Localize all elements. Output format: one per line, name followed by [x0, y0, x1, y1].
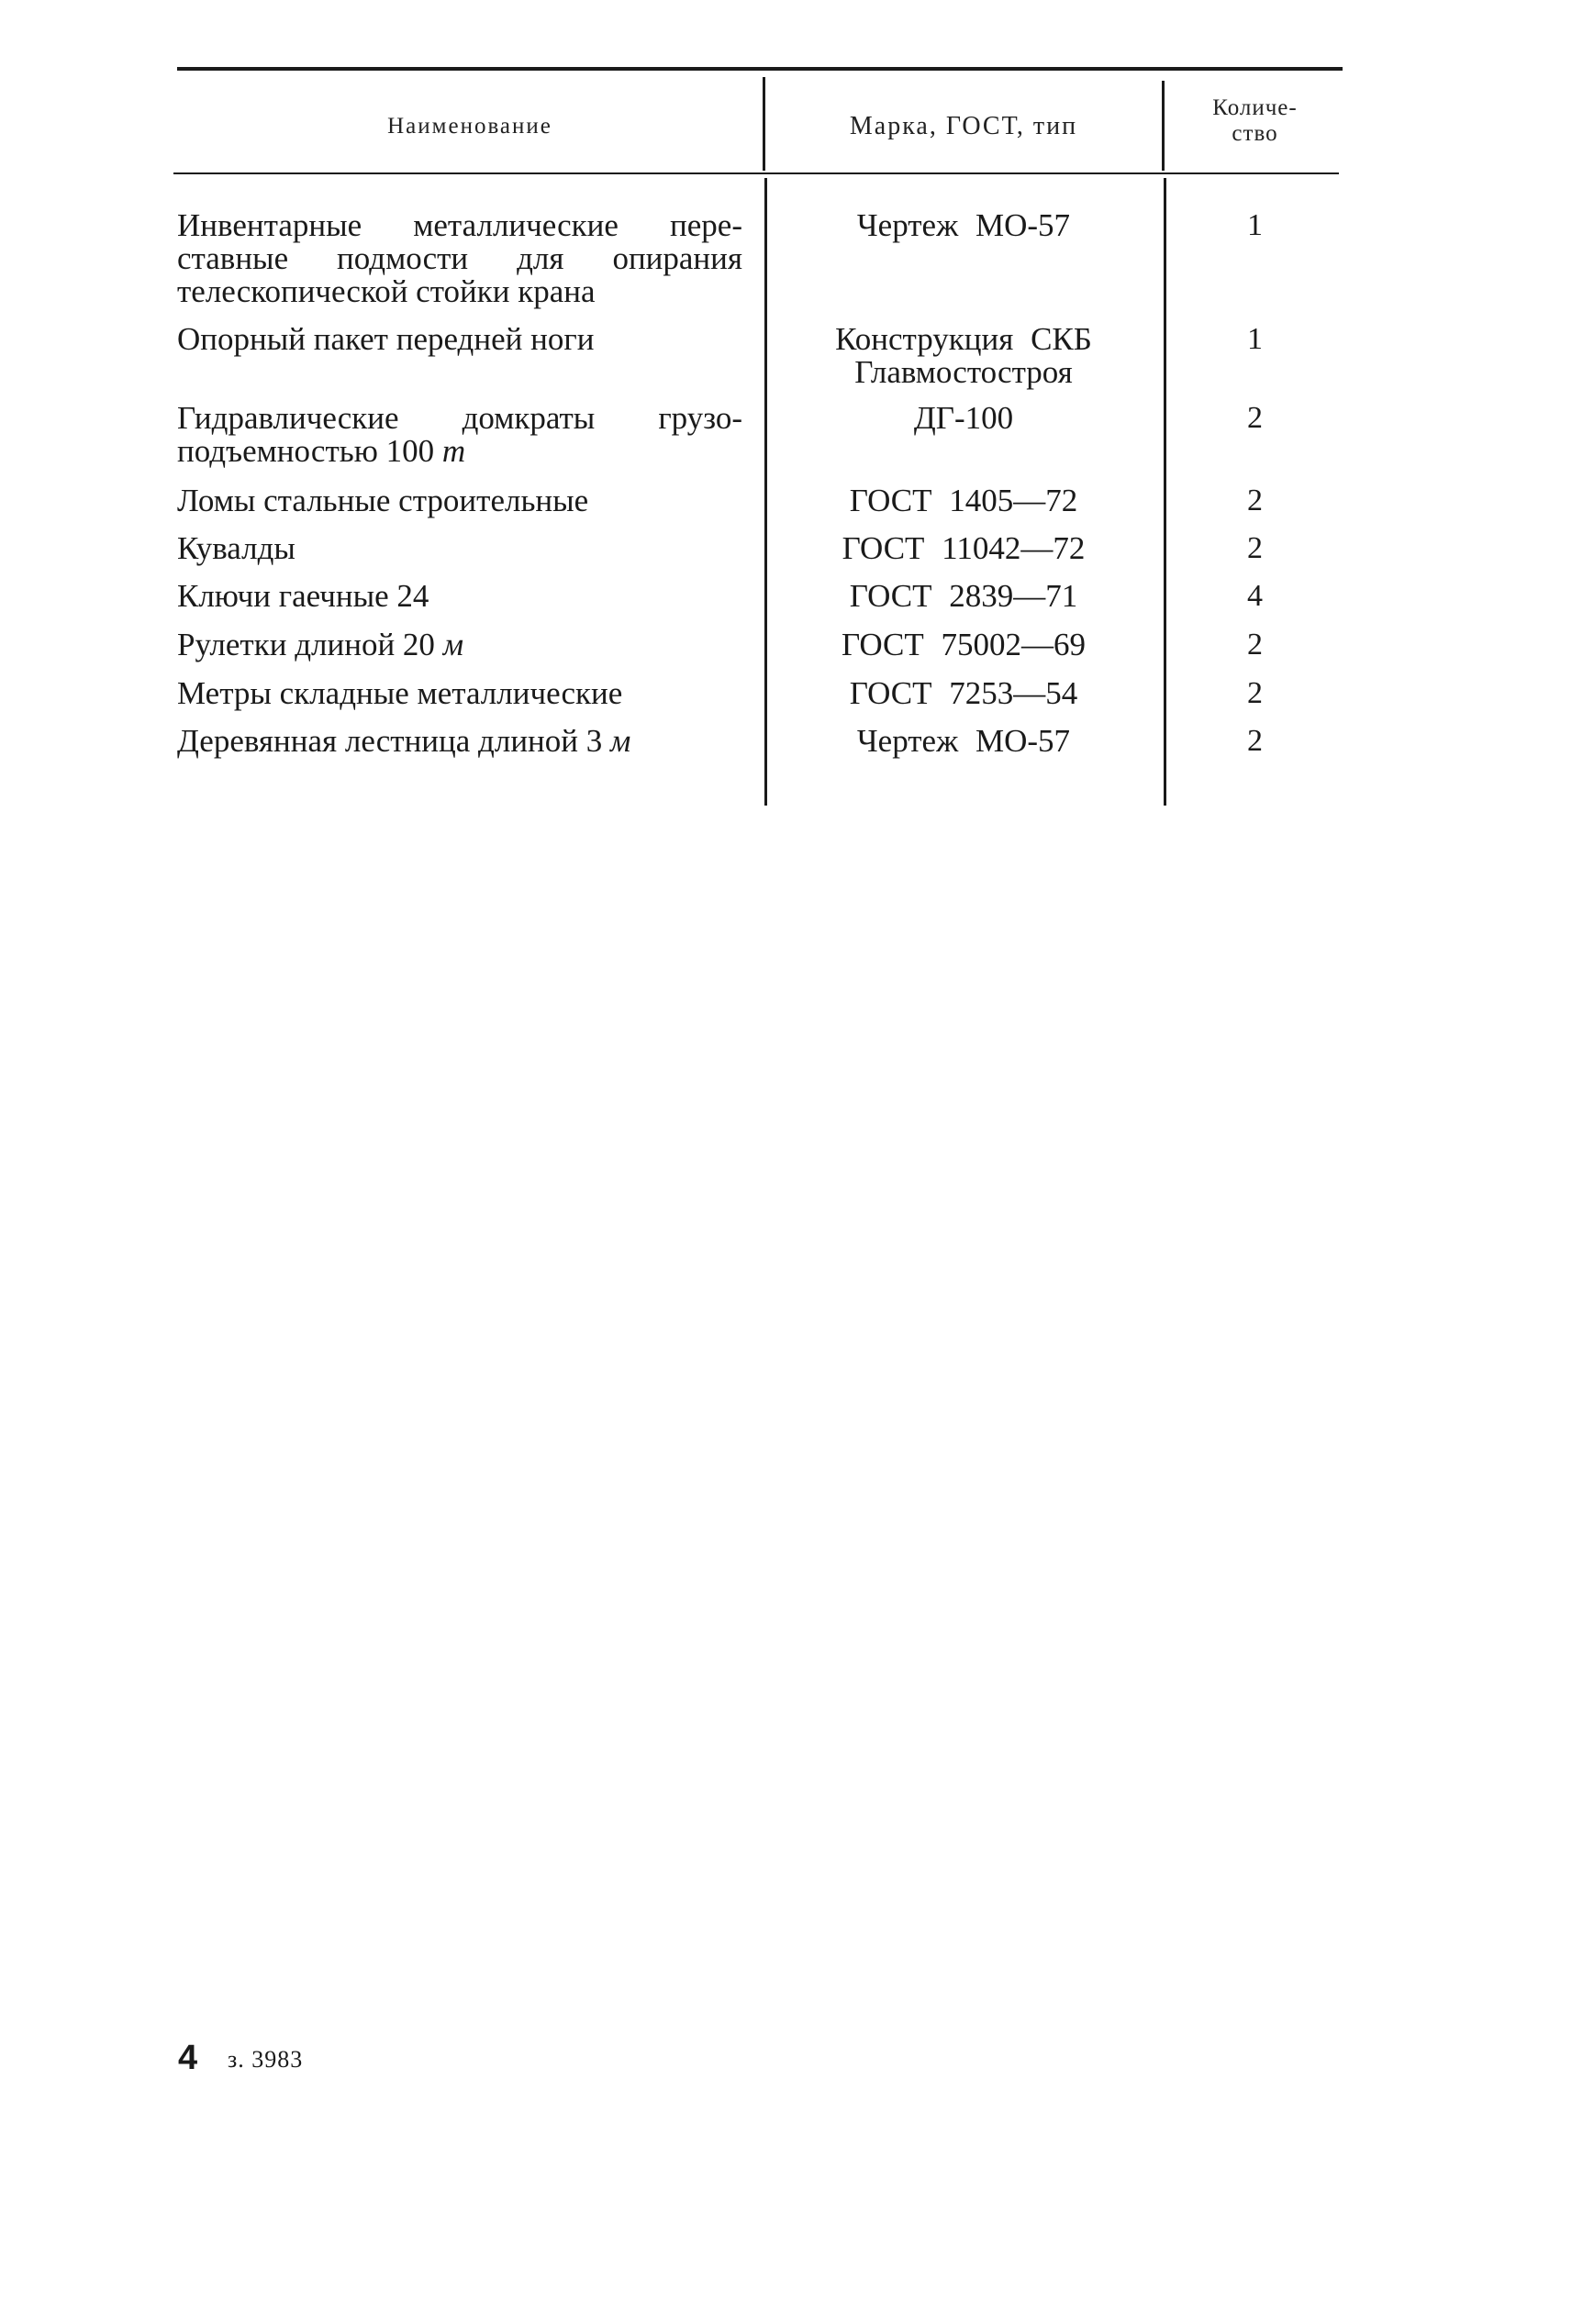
- item-mark-line: ГОСТ 2839—71: [849, 578, 1078, 614]
- page-number: 4: [178, 2039, 198, 2077]
- item-unit: м: [442, 627, 464, 662]
- header-quantity: [1165, 95, 1344, 147]
- item-mark-line: ГОСТ 1405—72: [849, 483, 1078, 518]
- item-name-line: Ключи гаечные 24: [177, 578, 429, 614]
- column-divider-mark-qty-header: [1162, 81, 1165, 171]
- item-name: [177, 532, 742, 565]
- item-name: [177, 484, 742, 517]
- item-mark-line: ДГ-100: [913, 400, 1014, 436]
- item-mark-line: Главмостостроя: [854, 354, 1073, 390]
- item-name: [177, 580, 742, 613]
- item-name: [177, 725, 742, 758]
- item-quantity: 4: [1247, 579, 1263, 613]
- item-name-line: Метры складные металлические: [177, 675, 623, 711]
- item-name-line: Ломы стальные строительные: [177, 483, 589, 518]
- item-name-text: Рулетки длиной 20: [177, 627, 435, 662]
- item-mark: [765, 402, 1162, 435]
- item-name-line: Инвентарные металлические пере-: [177, 207, 742, 243]
- item-name-text: подъемностью 100: [177, 433, 435, 469]
- item-unit: м: [610, 723, 631, 759]
- header-quantity-line1: Количе-: [1212, 95, 1298, 120]
- item-mark-line: ГОСТ 75002—69: [841, 627, 1087, 662]
- item-name-line: [177, 628, 742, 662]
- item-name: [177, 677, 742, 710]
- item-quantity: 2: [1247, 628, 1263, 662]
- item-name-line: [177, 725, 742, 758]
- item-quantity: 1: [1247, 208, 1263, 242]
- item-quantity: 2: [1247, 676, 1263, 710]
- table-top-rule: [177, 67, 1343, 71]
- item-name-text: Деревянная лестница длиной 3: [177, 723, 603, 759]
- item-mark-line: ГОСТ 11042—72: [842, 530, 1086, 566]
- item-name: [177, 323, 742, 356]
- item-mark-line: Чертеж МО-57: [856, 723, 1071, 759]
- item-name: [177, 209, 742, 308]
- item-name: [177, 628, 742, 662]
- item-unit: т: [441, 433, 466, 469]
- item-quantity: 1: [1247, 322, 1263, 356]
- item-mark: [765, 532, 1162, 565]
- item-name-line: [177, 435, 742, 468]
- item-mark: [765, 725, 1162, 758]
- item-name-line: Гидравлические домкраты грузо-: [177, 400, 742, 436]
- item-mark: [765, 628, 1162, 662]
- item-mark-line: ГОСТ 7253—54: [849, 675, 1078, 711]
- item-quantity: 2: [1247, 724, 1263, 758]
- item-quantity: 2: [1247, 531, 1263, 565]
- item-name: [177, 402, 742, 468]
- item-name-line: ставные подмости для опирания: [177, 240, 742, 276]
- print-order-code: з. 3983: [228, 2046, 304, 2073]
- item-mark: [765, 484, 1162, 517]
- header-quantity-line2: ство: [1232, 121, 1278, 146]
- header-name: Наименование: [387, 114, 552, 139]
- item-name-line: Кувалды: [177, 530, 295, 566]
- item-name-line: Опорный пакет передней ноги: [177, 321, 595, 357]
- item-mark-line: Чертеж МО-57: [856, 207, 1071, 243]
- item-quantity: 2: [1247, 484, 1263, 517]
- item-mark: [765, 323, 1162, 389]
- item-mark: [765, 580, 1162, 613]
- item-mark-line: Конструкция СКБ: [835, 321, 1092, 357]
- item-quantity: 2: [1247, 401, 1263, 435]
- item-mark: [765, 677, 1162, 710]
- item-name-line: телескопической стойки крана: [177, 273, 596, 309]
- item-mark: [765, 209, 1162, 242]
- header-mark: Марка, ГОСТ, тип: [849, 112, 1078, 140]
- table-header-rule: [173, 172, 1339, 174]
